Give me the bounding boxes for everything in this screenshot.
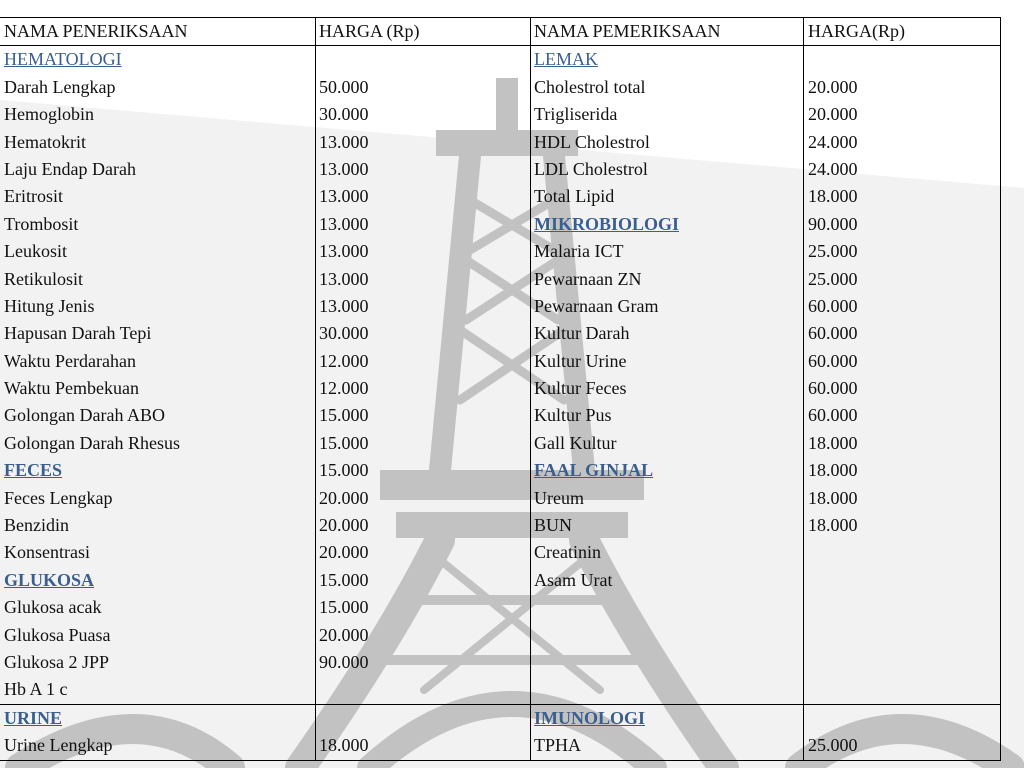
- price-right: [808, 46, 998, 73]
- exam-name-left: Golongan Darah ABO: [4, 405, 165, 426]
- exam-name-left: Benzidin: [4, 515, 69, 536]
- price-left: [319, 705, 529, 732]
- table-row: [0, 732, 1000, 759]
- exam-name-left: Hb A 1 c: [4, 679, 68, 700]
- section-heading-right: MIKROBIOLOGI: [534, 213, 680, 234]
- price-right: 25.000: [808, 241, 858, 262]
- section-heading-right: IMUNOLOGI: [534, 707, 646, 728]
- exam-name-right: Kultur Feces: [534, 378, 627, 399]
- exam-name-right: LDL Cholestrol: [534, 158, 648, 179]
- price-right: 60.000: [808, 295, 858, 316]
- table-row: [0, 101, 1000, 128]
- table-row: [0, 676, 1000, 703]
- table-row: [0, 183, 1000, 210]
- exam-name-left: Waktu Pembekuan: [4, 378, 140, 399]
- price-left: 12.000: [319, 378, 369, 399]
- price-right: 18.000: [808, 460, 858, 481]
- table-row: [0, 375, 1000, 402]
- price-left: 13.000: [319, 268, 369, 289]
- price-left: 13.000: [319, 241, 369, 262]
- table-row: [0, 211, 1000, 238]
- table-row: [0, 430, 1000, 457]
- price-left: 90.000: [319, 651, 369, 672]
- exam-name-right: Malaria ICT: [534, 241, 624, 262]
- price-right: 60.000: [808, 378, 858, 399]
- price-right: 60.000: [808, 323, 858, 344]
- exam-name-right: Trigliserida: [534, 104, 618, 125]
- price-right: 18.000: [808, 515, 858, 536]
- exam-name-right: Kultur Pus: [534, 405, 612, 426]
- table-row: [0, 485, 1000, 512]
- price-left: 30.000: [319, 104, 369, 125]
- exam-name-left: Glukosa Puasa: [4, 624, 111, 645]
- exam-name-left: Trombosit: [4, 213, 79, 234]
- price-left: 13.000: [319, 131, 369, 152]
- price-left: 20.000: [319, 487, 369, 508]
- price-right: [808, 539, 998, 566]
- exam-name-right: Creatinin: [534, 542, 601, 563]
- exam-name-right: BUN: [534, 515, 573, 536]
- exam-name-right: Asam Urat: [534, 569, 613, 590]
- price-left: 30.000: [319, 323, 369, 344]
- price-left: 12.000: [319, 350, 369, 371]
- exam-name-right: [534, 622, 799, 649]
- price-left: 20.000: [319, 624, 369, 645]
- table-row: [0, 238, 1000, 265]
- header-harga-right: HARGA(Rp): [808, 21, 905, 41]
- exam-name-left: Hemoglobin: [4, 104, 94, 125]
- table-row: [0, 320, 1000, 347]
- table-row: [0, 622, 1000, 649]
- exam-name-left: Eritrosit: [4, 186, 63, 207]
- price-right: [808, 567, 998, 594]
- table-row: [0, 129, 1000, 156]
- table-row: [0, 74, 1000, 101]
- exam-name-right: Pewarnaan ZN: [534, 268, 642, 289]
- table-row: [0, 402, 1000, 429]
- section-heading-left: HEMATOLOGI: [4, 49, 122, 70]
- price-left: [319, 46, 529, 73]
- price-right: 90.000: [808, 213, 858, 234]
- price-left: 15.000: [319, 597, 369, 618]
- price-right: [808, 676, 998, 703]
- price-right: 25.000: [808, 735, 858, 756]
- table-row: [0, 512, 1000, 539]
- table-row: [0, 594, 1000, 621]
- price-right: [808, 705, 998, 732]
- price-right: 60.000: [808, 405, 858, 426]
- exam-name-left: Urine Lengkap: [4, 735, 113, 756]
- section-heading-left: GLUKOSA: [4, 569, 95, 590]
- exam-name-right: Ureum: [534, 487, 584, 508]
- exam-name-right: TPHA: [534, 735, 582, 756]
- header-nama-pemeriksaan-right: NAMA PEMERIKSAAN: [534, 21, 721, 41]
- exam-name-right: Gall Kultur: [534, 432, 617, 453]
- exam-name-left: Leukosit: [4, 241, 67, 262]
- price-right: 25.000: [808, 268, 858, 289]
- table-row: [0, 156, 1000, 183]
- exam-name-right: Total Lipid: [534, 186, 615, 207]
- section-heading-left: URINE: [4, 707, 63, 728]
- price-left: 13.000: [319, 186, 369, 207]
- exam-name-right: Kultur Urine: [534, 350, 627, 371]
- exam-name-right: [534, 649, 799, 676]
- table-body: [0, 46, 1000, 759]
- price-right: 24.000: [808, 158, 858, 179]
- exam-name-left: Retikulosit: [4, 268, 84, 289]
- section-heading-right: FAAL GINJAL: [534, 460, 654, 481]
- price-left: 15.000: [319, 460, 369, 481]
- price-right: 18.000: [808, 487, 858, 508]
- section-heading-left: FECES: [4, 460, 63, 481]
- table-row: [0, 348, 1000, 375]
- price-left: 13.000: [319, 295, 369, 316]
- price-right: 18.000: [808, 186, 858, 207]
- price-left: 15.000: [319, 405, 369, 426]
- exam-name-left: Laju Endap Darah: [4, 158, 136, 179]
- exam-name-left: Golongan Darah Rhesus: [4, 432, 180, 453]
- table-row: [0, 266, 1000, 293]
- table-row: [0, 539, 1000, 566]
- exam-name-left: Glukosa acak: [4, 597, 102, 618]
- table-row: [0, 567, 1000, 594]
- table-header-row: [0, 18, 1000, 46]
- header-harga-left: HARGA (Rp): [319, 21, 420, 41]
- exam-name-right: Pewarnaan Gram: [534, 295, 659, 316]
- table-row: [0, 704, 1000, 732]
- table-row: [0, 457, 1000, 484]
- table-row: [0, 649, 1000, 676]
- exam-name-right: [534, 676, 799, 703]
- price-right: 18.000: [808, 432, 858, 453]
- price-left: 15.000: [319, 432, 369, 453]
- price-left: 50.000: [319, 76, 369, 97]
- price-right: [808, 622, 998, 649]
- exam-name-left: Waktu Perdarahan: [4, 350, 136, 371]
- price-right: 60.000: [808, 350, 858, 371]
- price-left: 13.000: [319, 158, 369, 179]
- header-nama-pemeriksaan-left: NAMA PENERIKSAAN: [4, 21, 188, 41]
- price-right: 20.000: [808, 104, 858, 125]
- exam-name-right: [534, 594, 799, 621]
- exam-name-left: Hitung Jenis: [4, 295, 95, 316]
- exam-name-right: Kultur Darah: [534, 323, 630, 344]
- price-left: 15.000: [319, 569, 369, 590]
- table-row: [0, 293, 1000, 320]
- exam-name-left: Konsentrasi: [4, 542, 90, 563]
- price-left: 20.000: [319, 515, 369, 536]
- table-row: [0, 46, 1000, 73]
- section-heading-right: LEMAK: [534, 49, 598, 70]
- price-left: 13.000: [319, 213, 369, 234]
- exam-name-left: Hapusan Darah Tepi: [4, 323, 152, 344]
- price-right: 20.000: [808, 76, 858, 97]
- price-left: 20.000: [319, 542, 369, 563]
- exam-name-left: Hematokrit: [4, 131, 86, 152]
- price-left: [319, 676, 529, 703]
- price-left: 18.000: [319, 735, 369, 756]
- exam-name-left: Feces Lengkap: [4, 487, 113, 508]
- price-table: [0, 17, 1001, 761]
- price-right: [808, 594, 998, 621]
- exam-name-right: HDL Cholestrol: [534, 131, 650, 152]
- exam-name-left: Darah Lengkap: [4, 76, 116, 97]
- price-right: [808, 649, 998, 676]
- price-right: 24.000: [808, 131, 858, 152]
- exam-name-right: Cholestrol total: [534, 76, 646, 97]
- exam-name-left: Glukosa 2 JPP: [4, 651, 110, 672]
